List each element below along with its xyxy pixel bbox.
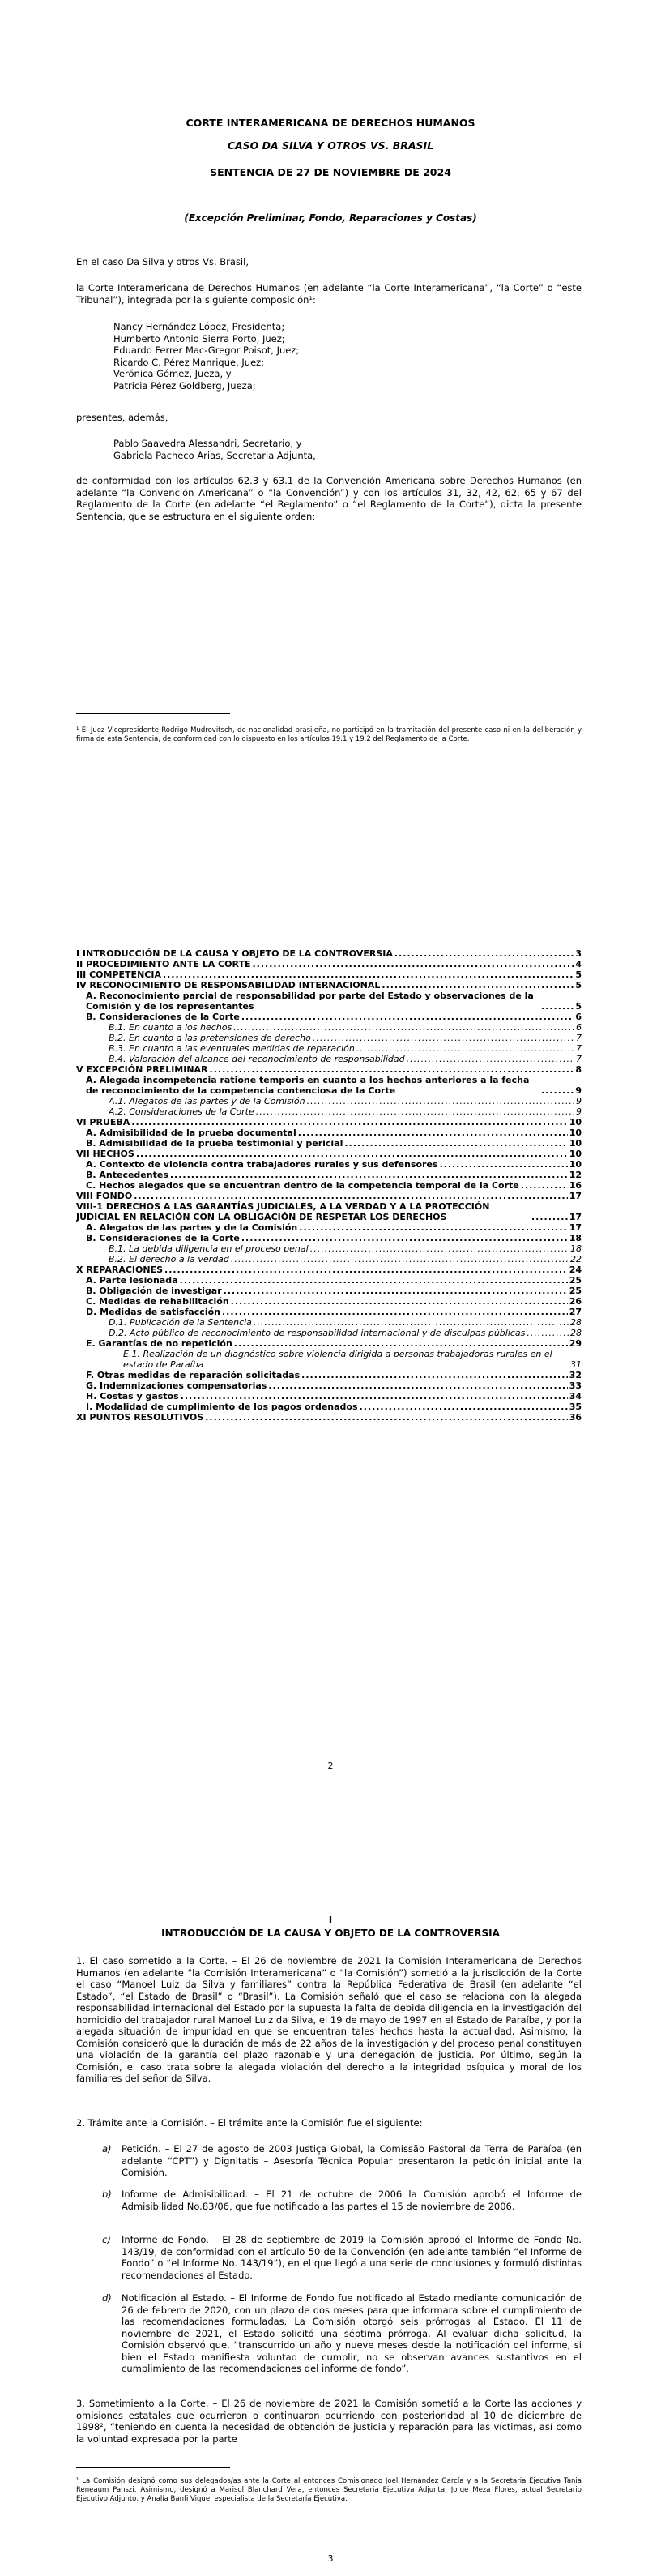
toc-entry-page: 10 xyxy=(569,1159,582,1170)
toc-entry-page: 12 xyxy=(569,1170,582,1180)
toc-entry[interactable] xyxy=(76,1117,582,1128)
toc-entry[interactable] xyxy=(76,1106,582,1117)
toc-entry-label: A. Admisibilidad de la prueba documental xyxy=(86,1128,296,1138)
toc-entry[interactable] xyxy=(76,1159,582,1170)
paragraph-2: 2. Trámite ante la Comisión. – El trámite ante la Comisión fue el siguiente: xyxy=(76,2117,423,2129)
section-roman: I xyxy=(328,1915,333,1926)
toc-entry[interactable] xyxy=(76,1307,582,1317)
toc-leader xyxy=(241,1233,568,1243)
toc-entry-label: I. Modalidad de cumplimiento de los pagos ordenados xyxy=(86,1401,358,1412)
list-item xyxy=(102,2234,582,2281)
toc-leader xyxy=(310,1243,569,1254)
toc-entry-label: B.4. Valoración del alcance del reconocimiento de responsabilidad xyxy=(109,1054,405,1064)
toc-leader xyxy=(231,1296,568,1307)
toc-entry-page: 9 xyxy=(576,1096,582,1106)
toc-entry-label: B.2. En cuanto a las pretensiones de derecho xyxy=(109,1033,311,1043)
toc-entry-label: B. Obligación de investigar xyxy=(86,1286,222,1296)
toc-entry-page: 3 xyxy=(575,948,582,959)
toc-entry[interactable] xyxy=(76,980,582,991)
toc-entry[interactable] xyxy=(76,1022,582,1033)
toc-entry[interactable] xyxy=(76,1201,582,1222)
toc-entry[interactable] xyxy=(76,1170,582,1180)
toc-leader xyxy=(268,1380,567,1391)
toc-leader xyxy=(164,1264,568,1275)
page-3 xyxy=(0,1791,661,2576)
court-composition: la Corte Interamericana de Derechos Humanos (en adelante “la Corte Interamericana”, “la Corte” o “este Tribunal”), integrada por la siguiente composición¹: xyxy=(76,282,582,306)
item-label: d) xyxy=(102,2292,112,2304)
secretary: Gabriela Pacheco Arias, Secretaria Adjunta, xyxy=(113,449,316,461)
toc-entry-page: 36 xyxy=(569,1412,582,1423)
toc-entry-label: B. Consideraciones de la Corte xyxy=(86,1233,240,1243)
toc-entry-label: D.1. Publicación de la Sentencia xyxy=(109,1317,252,1328)
toc-entry[interactable] xyxy=(76,1191,582,1201)
toc-entry-label: B.1. La debida diligencia en el proceso penal xyxy=(109,1243,309,1254)
toc-entry-label: D. Medidas de satisfacción xyxy=(86,1307,220,1317)
toc-entry-page: 10 xyxy=(569,1149,582,1159)
paragraph-3: 3. Sometimiento a la Corte. – El 26 de noviembre de 2021 la Comisión sometió a la Corte las acciones y omisiones estatales que ocurrieron o continuaron ocurriendo con posterioridad al 10 de diciembre de 1998², “teniendo en cuenta la necesidad de obtención de justicia y reparación para las víctimas, así como la voluntad expresada por la parte xyxy=(76,2398,582,2445)
toc-entry[interactable] xyxy=(76,1412,582,1423)
toc-entry-page: 29 xyxy=(569,1338,582,1349)
toc-leader xyxy=(233,1022,574,1033)
toc-entry[interactable] xyxy=(76,1043,582,1054)
toc-leader xyxy=(307,1096,574,1106)
toc-entry-page: 25 xyxy=(569,1286,582,1296)
list-item xyxy=(102,2292,582,2375)
toc-leader xyxy=(181,1391,568,1401)
toc-entry-label: E. Garantías de no repetición xyxy=(86,1338,232,1349)
toc-entry-page: 5 xyxy=(575,969,582,980)
toc-leader xyxy=(301,1370,568,1380)
toc-entry-page: 5 xyxy=(575,1001,582,1012)
toc-entry[interactable] xyxy=(76,1264,582,1275)
present-line: presentes, además, xyxy=(76,412,168,423)
toc-entry-label: X REPARACIONES xyxy=(76,1264,164,1275)
toc-entry[interactable] xyxy=(76,1180,582,1191)
item-label: b) xyxy=(102,2189,112,2200)
toc-entry-label: A. Parte lesionada xyxy=(86,1275,178,1286)
toc-entry-label: III COMPETENCIA xyxy=(76,969,161,980)
toc-entry-label: B.3. En cuanto a las eventuales medidas de reparación xyxy=(109,1043,355,1054)
toc-entry-label: A. Reconocimiento parcial de responsabilidad por parte del Estado y observaciones de la Comisión y de los representantes xyxy=(86,991,534,1012)
toc-entry-label: B. Admisibilidad de la prueba testimonial y pericial xyxy=(86,1138,343,1149)
judgment-subtitle: (Excepción Preliminar, Fondo, Reparaciones y Costas) xyxy=(184,212,477,224)
conformity-paragraph: de conformidad con los artículos 62.3 y 63.1 de la Convención Americana sobre Derechos Humanos (en adelante “la Convención Americana” o “la Convención”) y con los artículos 31, 32, 42, 62, 65 y 67 del Reglamento de la Corte (en adelante “el Reglamento” o “el Reglamento de la Corte”), dicta la presente Sentencia, que se estructura en el siguiente orden: xyxy=(76,475,582,522)
toc-entry-page: 32 xyxy=(569,1370,582,1380)
toc-leader xyxy=(254,1317,569,1328)
judgment-date: SENTENCIA DE 27 DE NOVIEMBRE DE 2024 xyxy=(210,166,451,178)
toc-entry-page: 18 xyxy=(570,1243,582,1254)
toc-leader xyxy=(299,1222,567,1233)
judges-list xyxy=(113,321,567,392)
toc-leader xyxy=(382,980,574,991)
judge: Ricardo C. Pérez Manrique, Juez; xyxy=(113,356,265,368)
toc-leader xyxy=(222,1307,568,1317)
toc-entry-page: 17 xyxy=(569,1212,582,1222)
toc-entry-page: 31 xyxy=(570,1359,582,1370)
toc-entry-page: 18 xyxy=(569,1233,582,1243)
toc-entry-page: 17 xyxy=(569,1191,582,1201)
toc-entry[interactable] xyxy=(76,1128,582,1138)
toc-entry-label: B. Antecedentes xyxy=(86,1170,168,1180)
toc-leader xyxy=(256,1106,574,1117)
toc-entry[interactable] xyxy=(76,1233,582,1243)
list-item xyxy=(102,2189,582,2212)
judge: Nancy Hernández López, Presidenta; xyxy=(113,321,285,332)
toc-entry[interactable] xyxy=(76,1275,582,1286)
toc-entry-label: A. Alegada incompetencia ratione temporis en cuanto a los hechos anteriores a la fecha de reconocimiento de la competencia contenciosa de la Corte xyxy=(86,1075,530,1096)
toc-entry-label: A.2. Consideraciones de la Corte xyxy=(109,1106,254,1117)
toc-entry-label: G. Indemnizaciones compensatorias xyxy=(86,1380,267,1391)
toc-entry-label: D.2. Acto público de reconocimiento de responsabilidad internacional y de disculpas públicas xyxy=(109,1328,526,1338)
toc-entry-label: I INTRODUCCIÓN DE LA CAUSA Y OBJETO DE LA CONTROVERSIA xyxy=(76,948,393,959)
toc-leader xyxy=(224,1286,568,1296)
item-label: a) xyxy=(102,2143,112,2155)
toc-entry-label: B. Consideraciones de la Corte xyxy=(86,1012,240,1022)
toc-entry-label: F. Otras medidas de reparación solicitadas xyxy=(86,1370,301,1380)
page-1 xyxy=(0,0,661,811)
secretary: Pablo Saavedra Alessandri, Secretario, y xyxy=(113,438,302,449)
toc-leader xyxy=(360,1401,568,1412)
toc-leader xyxy=(180,1275,568,1286)
toc-leader xyxy=(439,1159,567,1170)
toc-entry[interactable] xyxy=(76,1370,582,1380)
toc-entry[interactable] xyxy=(76,1012,582,1022)
toc-entry-page: 22 xyxy=(570,1254,582,1264)
toc-entry-label: H. Costas y gastos xyxy=(86,1391,179,1401)
toc-entry-page: 26 xyxy=(569,1296,582,1307)
secretaries-list xyxy=(113,438,567,461)
toc-leader xyxy=(541,1085,574,1096)
toc-entry-page: 7 xyxy=(576,1033,582,1043)
toc-entry-label: B.2. El derecho a la verdad xyxy=(109,1254,229,1264)
toc-entry-page: 28 xyxy=(570,1328,582,1338)
toc-entry-label: E.1. Realización de un diagnóstico sobre violencia dirigida a personas trabajadoras rurales en el estado de Paraíba xyxy=(123,1349,552,1370)
toc-entry-page: 7 xyxy=(576,1054,582,1064)
toc-leader xyxy=(521,1180,568,1191)
toc-entry-page: 9 xyxy=(575,1085,582,1096)
toc-entry-page: 35 xyxy=(569,1401,582,1412)
toc-entry-label: VIII FONDO xyxy=(76,1191,133,1201)
toc-entry-page: 17 xyxy=(569,1222,582,1233)
toc-entry-page: 24 xyxy=(569,1264,582,1275)
toc-entry-label: V EXCEPCIÓN PRELIMINAR xyxy=(76,1064,208,1075)
toc-leader xyxy=(253,959,574,969)
toc-entry-page: 6 xyxy=(575,1012,582,1022)
toc-entry-label: C. Hechos alegados que se encuentran dentro de la competencia temporal de la Corte xyxy=(86,1180,519,1191)
judge: Humberto Antonio Sierra Porto, Juez; xyxy=(113,332,285,344)
toc-leader xyxy=(241,1012,574,1022)
toc-entry-page: 4 xyxy=(575,959,582,969)
toc-entry[interactable] xyxy=(76,1401,582,1412)
toc-entry[interactable] xyxy=(76,1222,582,1233)
toc-entry-page: 10 xyxy=(569,1128,582,1138)
toc-entry-label: A.1. Alegatos de las partes y de la Comisión xyxy=(109,1096,305,1106)
toc-entry-label: A. Contexto de violencia contra trabajadores rurales y sus defensores xyxy=(86,1159,438,1170)
toc-entry-label: A. Alegatos de las partes y de la Comisión xyxy=(86,1222,298,1233)
footnote-2: ¹ La Comisión designó como sus delegados/as ante la Corte al entonces Comisionado Joel Hernández García y a la Secretaria Ejecutiva Tania Reneaum Panszi. Asimismo, designó a Marisol Blanchard Vera, entonces Secretaria Ejecutiva Adjunta, Jorge Meza Flores, actual Secretario Ejecutivo Adjunto, y Analía Banfi Vique, especialista de la Secretaría Ejecutiva. xyxy=(76,2477,582,2503)
toc-entry-label: C. Medidas de rehabilitación xyxy=(86,1296,229,1307)
toc-entry-label: XI PUNTOS RESOLUTIVOS xyxy=(76,1412,204,1423)
toc-entry[interactable] xyxy=(76,1349,582,1370)
toc-entry[interactable] xyxy=(76,959,582,969)
toc-entry-page: 28 xyxy=(570,1317,582,1328)
toc-entry[interactable] xyxy=(76,969,582,980)
toc-entry[interactable] xyxy=(76,1317,582,1328)
item-text: Petición. – El 27 de agosto de 2003 Justiça Global, la Comissão Pastoral da Terra de Paraíba (en adelante “CPT”) y Dignitatis – Asesoría Técnica Popular presentaron la petición inicial ante la Comisión. xyxy=(122,2143,582,2178)
toc-entry[interactable] xyxy=(76,1254,582,1264)
toc-entry[interactable] xyxy=(76,1033,582,1043)
toc-entry[interactable] xyxy=(76,1054,582,1064)
toc-leader xyxy=(394,948,574,959)
toc-entry-label: VIII-1 DERECHOS A LAS GARANTÍAS JUDICIALES, A LA VERDAD Y A LA PROTECCIÓN JUDICIAL EN RELACIÓN CON LA OBLIGACIÓN DE RESPETAR LOS DERECHOS xyxy=(76,1201,490,1222)
toc-entry[interactable] xyxy=(76,1149,582,1159)
toc-entry[interactable] xyxy=(76,1138,582,1149)
toc-leader xyxy=(134,1191,568,1201)
item-label: c) xyxy=(102,2234,111,2245)
toc-entry[interactable] xyxy=(76,1391,582,1401)
toc-entry-page: 10 xyxy=(569,1117,582,1128)
toc-entry[interactable] xyxy=(76,1243,582,1254)
toc-entry-page: 10 xyxy=(569,1138,582,1149)
footnote-1: ¹ El Juez Vicepresidente Rodrigo Mudrovitsch, de nacionalidad brasileña, no participó en la tramitación del presente caso ni en la deliberación y firma de esta Sentencia, de conformidad con lo dispuesto en los artículos 19.1 y 19.2 del Reglamento de la Corte. xyxy=(76,726,582,743)
page-number: 3 xyxy=(327,2553,334,2564)
case-title: CASO DA SILVA Y OTROS VS. BRASIL xyxy=(227,139,434,152)
toc-leader xyxy=(231,1254,569,1264)
toc-entry-label: II PROCEDIMIENTO ANTE LA CORTE xyxy=(76,959,251,969)
toc-entry[interactable] xyxy=(76,1338,582,1349)
toc-entry[interactable] xyxy=(76,1075,582,1096)
toc-entry-page: 9 xyxy=(576,1106,582,1117)
toc-leader xyxy=(407,1054,574,1064)
toc-leader xyxy=(234,1338,568,1349)
toc-entry[interactable] xyxy=(76,948,582,959)
item-text: Informe de Fondo. – El 28 de septiembre de 2019 la Comisión aprobó el Informe de Fondo No. 143/19, de conformidad con el artículo 50 de la Convención (en adelante también “el Informe de Fondo” o “el Informe No. 143/19”), en el que llegó a una serie de conclusiones y formuló distintas recomendaciones al Estado. xyxy=(122,2234,582,2281)
toc-entry[interactable] xyxy=(76,1286,582,1296)
section-title: INTRODUCCIÓN DE LA CAUSA Y OBJETO DE LA CONTROVERSIA xyxy=(161,1928,500,1939)
footnote-rule xyxy=(76,2467,230,2468)
judge: Patricia Pérez Goldberg, Jueza; xyxy=(113,379,256,392)
toc-entry-page: 33 xyxy=(569,1380,582,1391)
case-line: En el caso Da Silva y otros Vs. Brasil, xyxy=(76,256,249,267)
toc-leader xyxy=(531,1212,568,1222)
toc-leader xyxy=(356,1043,574,1054)
page-number: 2 xyxy=(327,1761,334,1771)
toc-leader xyxy=(541,1001,574,1012)
toc-entry-page: 5 xyxy=(575,980,582,991)
judge: Verónica Gómez, Jueza, y xyxy=(113,368,232,379)
toc-entry-label: VI PRUEBA xyxy=(76,1117,130,1128)
paragraph-1: 1. El caso sometido a la Corte. – El 26 de noviembre de 2021 la Comisión Interamericana de Derechos Humanos (en adelante “la Comisión Interamericana” o “la Comisión”) sometió a la jurisdicción de la Corte el caso “Manoel Luiz da Silva y familiares” contra la República Federativa de Brasil (en adelante “el Estado”, “el Estado de Brasil” o “Brasil”). La Comisión señaló que el caso se relaciona con la alegada responsabilidad internacional del Estado por la supuesta la falta de debida diligencia en la investigación del homicidio del trabajador rural Manoel Luiz da Silva, el 19 de mayo de 1997 en el Estado de Paraíba, y por la alegada situación de impunidad en que se encuentran tales hechos hasta la actualidad. Asimismo, la Comisión consideró que la duración de más de 22 años de la investigación y del proceso penal constituyen una violación de la garantía del plazo razonable y una denegación de justicia. Por último, según la Comisión, el caso trata sobre la alegada violación del derecho a la integridad psíquica y moral de los familiares del señor da Silva. xyxy=(76,1955,582,2084)
toc-leader xyxy=(344,1138,567,1149)
toc-entry-page: 34 xyxy=(569,1391,582,1401)
footnote-rule xyxy=(76,713,230,714)
item-text: Notificación al Estado. – El Informe de Fondo fue notificado al Estado mediante comunicación de 26 de febrero de 2020, con un plazo de dos meses para que informara sobre el cumplimiento de las recomendaciones formuladas. La Comisión otorgó seis prórrogas al Estado. El 11 de noviembre de 2021, el Estado solicitó una séptima prórroga. Al evaluar dicha solicitud, la Comisión observó que, “transcurrido un año y nueve meses desde la notificación del informe, si bien el Estado manifiesta voluntad de cumplir, no se observan avances sustantivos en el cumplimiento de las recomendaciones del informe de fondo”. xyxy=(122,2292,582,2374)
toc-entry-label: B.1. En cuanto a los hechos xyxy=(109,1022,232,1033)
toc-leader xyxy=(313,1033,574,1043)
toc-entry-label: IV RECONOCIMIENTO DE RESPONSABILIDAD INTERNACIONAL xyxy=(76,980,381,991)
toc-entry[interactable] xyxy=(76,1380,582,1391)
toc-entry-page: 8 xyxy=(575,1064,582,1075)
toc-leader xyxy=(527,1328,569,1338)
toc-entry[interactable] xyxy=(76,1328,582,1338)
toc-leader xyxy=(210,1064,574,1075)
toc-entry-page: 27 xyxy=(569,1307,582,1317)
judge: Eduardo Ferrer Mac-Gregor Poisot, Juez; xyxy=(113,344,300,356)
toc-entry-page: 16 xyxy=(569,1180,582,1191)
toc-leader xyxy=(163,969,574,980)
toc-entry[interactable] xyxy=(76,1096,582,1106)
toc-entry[interactable] xyxy=(76,1064,582,1075)
toc-entry[interactable] xyxy=(76,991,582,1012)
toc-leader xyxy=(298,1128,568,1138)
court-title: CORTE INTERAMERICANA DE DERECHOS HUMANOS xyxy=(186,117,475,129)
toc-entry-label: VII HECHOS xyxy=(76,1149,134,1159)
toc-entry-page: 7 xyxy=(576,1043,582,1054)
toc-entry-page: 6 xyxy=(576,1022,582,1033)
toc-entry-page: 25 xyxy=(569,1275,582,1286)
item-text: Informe de Admisibilidad. – El 21 de octubre de 2006 la Comisión aprobó el Informe de Admisibilidad No.83/06, que fue notificado a las partes el 15 de noviembre de 2006. xyxy=(122,2189,582,2212)
table-of-contents xyxy=(76,948,582,1423)
toc-leader xyxy=(170,1170,568,1180)
toc-leader xyxy=(205,1412,567,1423)
toc-leader xyxy=(131,1117,567,1128)
toc-entry[interactable] xyxy=(76,1296,582,1307)
toc-leader xyxy=(136,1149,568,1159)
list-item xyxy=(102,2143,582,2179)
